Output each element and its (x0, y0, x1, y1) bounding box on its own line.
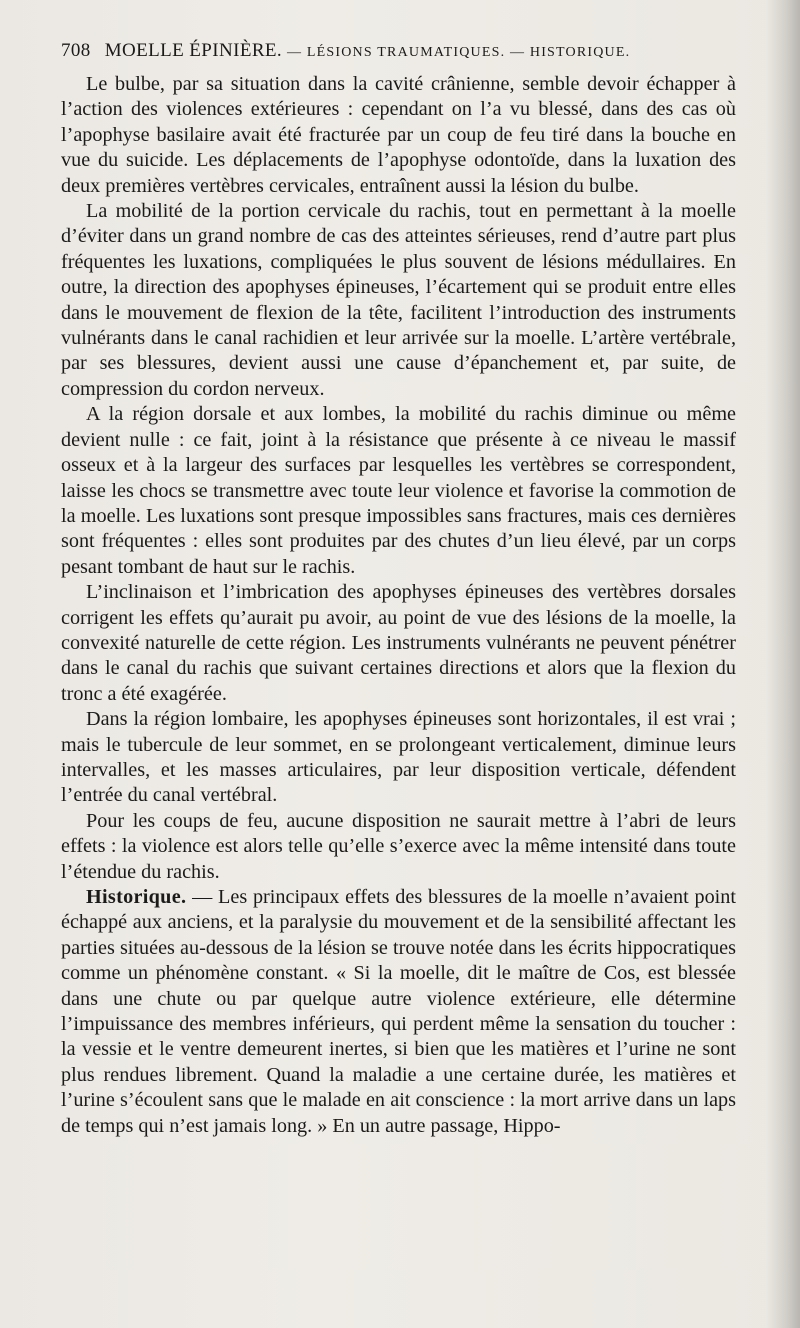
paragraph-cervical: La mobilité de la portion cervicale du rachis, tout en permettant à la moelle d’éviter dans un grand nombre de cas des atteintes sérieuses, rend d’autre part plus fréquentes les luxations, compliquées le plus souvent de lésions médullaires. En outre, la direction des apophyses épineuses, l’écartement qui se produit entre elles dans le mouvement de flexion de la tête, facilitent l’introduction des instruments vulnérants dans le canal rachidien et leur arrivée sur la moelle. L’artère vertébrale, par ses blessures, devient aussi une cause d’épanchement et, par suite, de compression du cordon nerveux. (61, 200, 736, 400)
historique-heading: Historique. (86, 886, 187, 908)
body-text (61, 72, 736, 1139)
paragraph-historique (61, 885, 736, 1139)
paragraph-dorsal: A la région dorsale et aux lombes, la mobilité du rachis diminue ou même devient nulle : ce fait, joint à la résistance que présente à ce niveau le massif osseux et à la largeur des surfaces par lesquelles les vertèbres se correspondent, laisse les chocs se transmettre avec toute leur violence et favorise la commotion de la moelle. Les luxations sont presque impossibles sans fractures, mais ces dernières sont fréquentes : elles sont produites par des chutes d’un lieu élevé, par un corps pesant tombant de haut sur le rachis. (61, 403, 736, 578)
paragraph-coups-de-feu: Pour les coups de feu, aucune disposition ne saurait mettre à l’abri de leurs effets : la violence est alors telle qu’elle s’exerce avec la même intensité dans toute l’étendue du rachis. (61, 809, 736, 883)
running-head-subtitle: — LÉSIONS TRAUMATIQUES. — HISTORIQUE. (286, 45, 631, 60)
paragraph-imbrication: L’inclinaison et l’imbrication des apophyses épineuses des vertèbres dorsales corrigent les effets qu’aurait pu avoir, au point de vue des lésions de la moelle, la convexité naturelle de cette région. Les instruments vulnérants ne peuvent pénétrer dans le canal du rachis que suivant certaines directions et alors que la flexion du tronc a été exagérée. (61, 581, 736, 705)
historique-text: — Les principaux effets des blessures de la moelle n’avaient point échappé aux anciens, et la paralysie du mouvement et de la sensibilité affectant les parties situées au-dessous de la lésion se trouve notée dans les écrits hippocratiques comme un phénomène constant. « Si la moelle, dit le maître de Cos, est blessée dans une chute ou par quelque autre violence extérieure, elle détermine l’impuissance des membres inférieurs, qui perdent même la sensation du toucher : la vessie et le ventre demeurent inertes, si bien que les matières et l’urine ne sont plus rendues librement. Quand la maladie a une certaine durée, les matières et l’urine s’écoulent sans que le malade en ait conscience : la mort arrive dans un laps de temps qui n’est jamais long. » En un autre passage, Hippo- (61, 886, 736, 1137)
page-number: 708 (61, 40, 91, 61)
running-head (61, 40, 736, 72)
paragraph-bulbe: Le bulbe, par sa situation dans la cavité crânienne, semble devoir échapper à l’action des violences extérieures : cependant on l’a vu blessé, dans des cas où l’apophyse basilaire avait été fracturée par un coup de feu tiré dans la bouche en vue du suicide. Les déplacements de l’apophyse odontoïde, dans la luxation des deux premières vertèbres cervicales, entraînent aussi la lésion du bulbe. (61, 73, 736, 197)
paragraph-lombaire: Dans la région lombaire, les apophyses épineuses sont horizontales, il est vrai ; mais le tubercule de leur sommet, en se prolongeant verticalement, diminue leurs intervalles, et les masses articulaires, par leur disposition verticale, défendent l’entrée du canal vertébral. (61, 708, 736, 807)
running-head-title: MOELLE ÉPINIÈRE. (104, 40, 283, 61)
page-content (61, 40, 736, 1139)
page-gutter-shadow (766, 0, 800, 1328)
